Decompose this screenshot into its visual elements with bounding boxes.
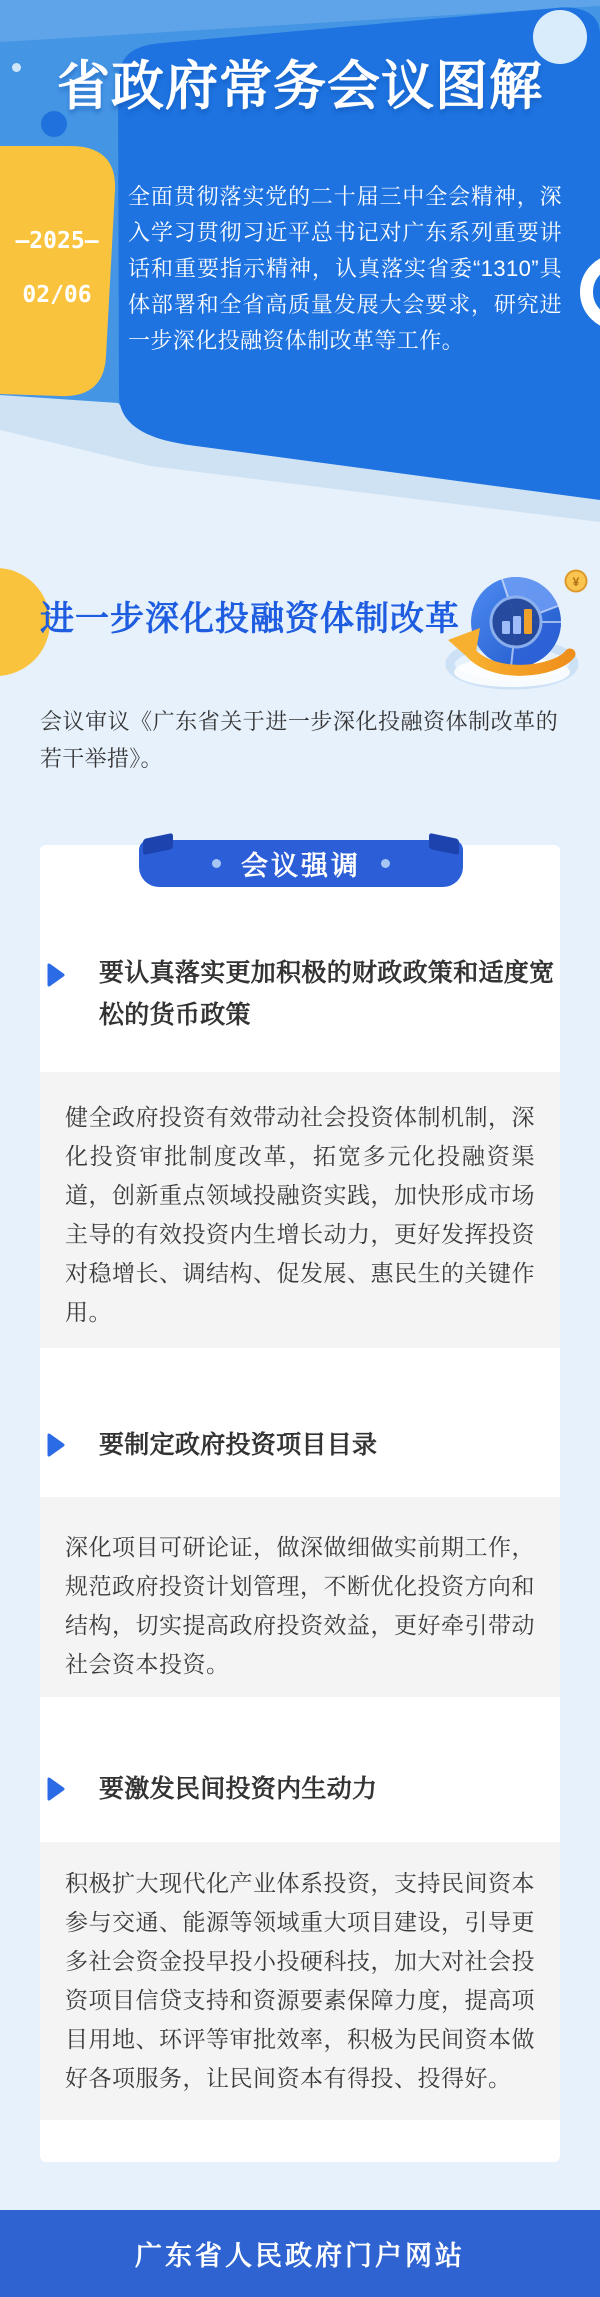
bullet-triangle-icon bbox=[47, 1432, 65, 1458]
date-day: 02/06 bbox=[22, 282, 92, 308]
bullet-triangle-icon bbox=[47, 962, 65, 988]
emphasis-heading-3: 要激发民间投资内生动力 bbox=[99, 1775, 378, 1803]
page-title: 省政府常务会议图解 bbox=[57, 57, 543, 116]
coin-yuan-symbol: ¥ bbox=[572, 575, 580, 589]
ribbon-dot-right bbox=[381, 859, 390, 868]
ribbon-banner bbox=[139, 840, 463, 887]
bullet-triangle-icon bbox=[47, 1776, 65, 1802]
footer-bar bbox=[0, 2210, 600, 2297]
icon-coin bbox=[566, 571, 587, 592]
ribbon-dot-left bbox=[212, 859, 221, 868]
footer-site-name: 广东省人民政府门户网站 bbox=[135, 2241, 465, 2271]
meeting-intro-text: 全面贯彻落实党的二十届三中全会精神，深入学习贯彻习近平总书记对广东系列重要讲话和重要指示精神，认真落实省委“1310”具体部署和全省高质量发展大会要求，研究进一步深化投融资体制改革等工作。 bbox=[128, 184, 562, 353]
investment-pie-chart-3d-icon bbox=[438, 566, 592, 698]
date-year: —2025— bbox=[15, 228, 99, 254]
emphasis-body-2: 深化项目可研论证，做深做细做实前期工作，规范政府投资计划管理，不断优化投资方向和结构，切实提高政府投资效益，更好牵引带动社会资本投资。 bbox=[65, 1534, 535, 1677]
date-badge bbox=[0, 146, 115, 396]
icon-pie-disc bbox=[471, 577, 561, 667]
emphasis-body-1: 健全政府投资有效带动社会投资体制机制，深化投资审批制度改革，拓宽多元化投融资渠道，创新重点领域投融资实践，加快形成市场主导的有效投资内生增长动力，更好发挥投资对稳增长、调结构、促发展、惠民生的关键作用。 bbox=[65, 1104, 535, 1325]
emphasis-body-3: 积极扩大现代化产业体系投资，支持民间资本参与交通、能源等领域重大项目建设，引导更多社会资金投早投小投硬科技，加大对社会投资项目信贷支持和资源要素保障力度，提高项目用地、环评等审批效率，积极为民间资本做好各项服务，让民间资本有得投、投得好。 bbox=[65, 1870, 535, 2091]
topic-title: 进一步深化投融资体制改革 bbox=[40, 600, 460, 638]
topic-summary-text: 会议审议《广东省关于进一步深化投融资体制改革的若干举措》。 bbox=[40, 709, 558, 771]
emphasis-heading-2: 要制定政府投资项目目录 bbox=[99, 1431, 378, 1459]
ribbon-label: 会议强调 bbox=[241, 851, 361, 881]
emphasis-heading-1: 要认真落实更加积极的财政政策和适度宽松的货币政策 bbox=[99, 959, 555, 1029]
